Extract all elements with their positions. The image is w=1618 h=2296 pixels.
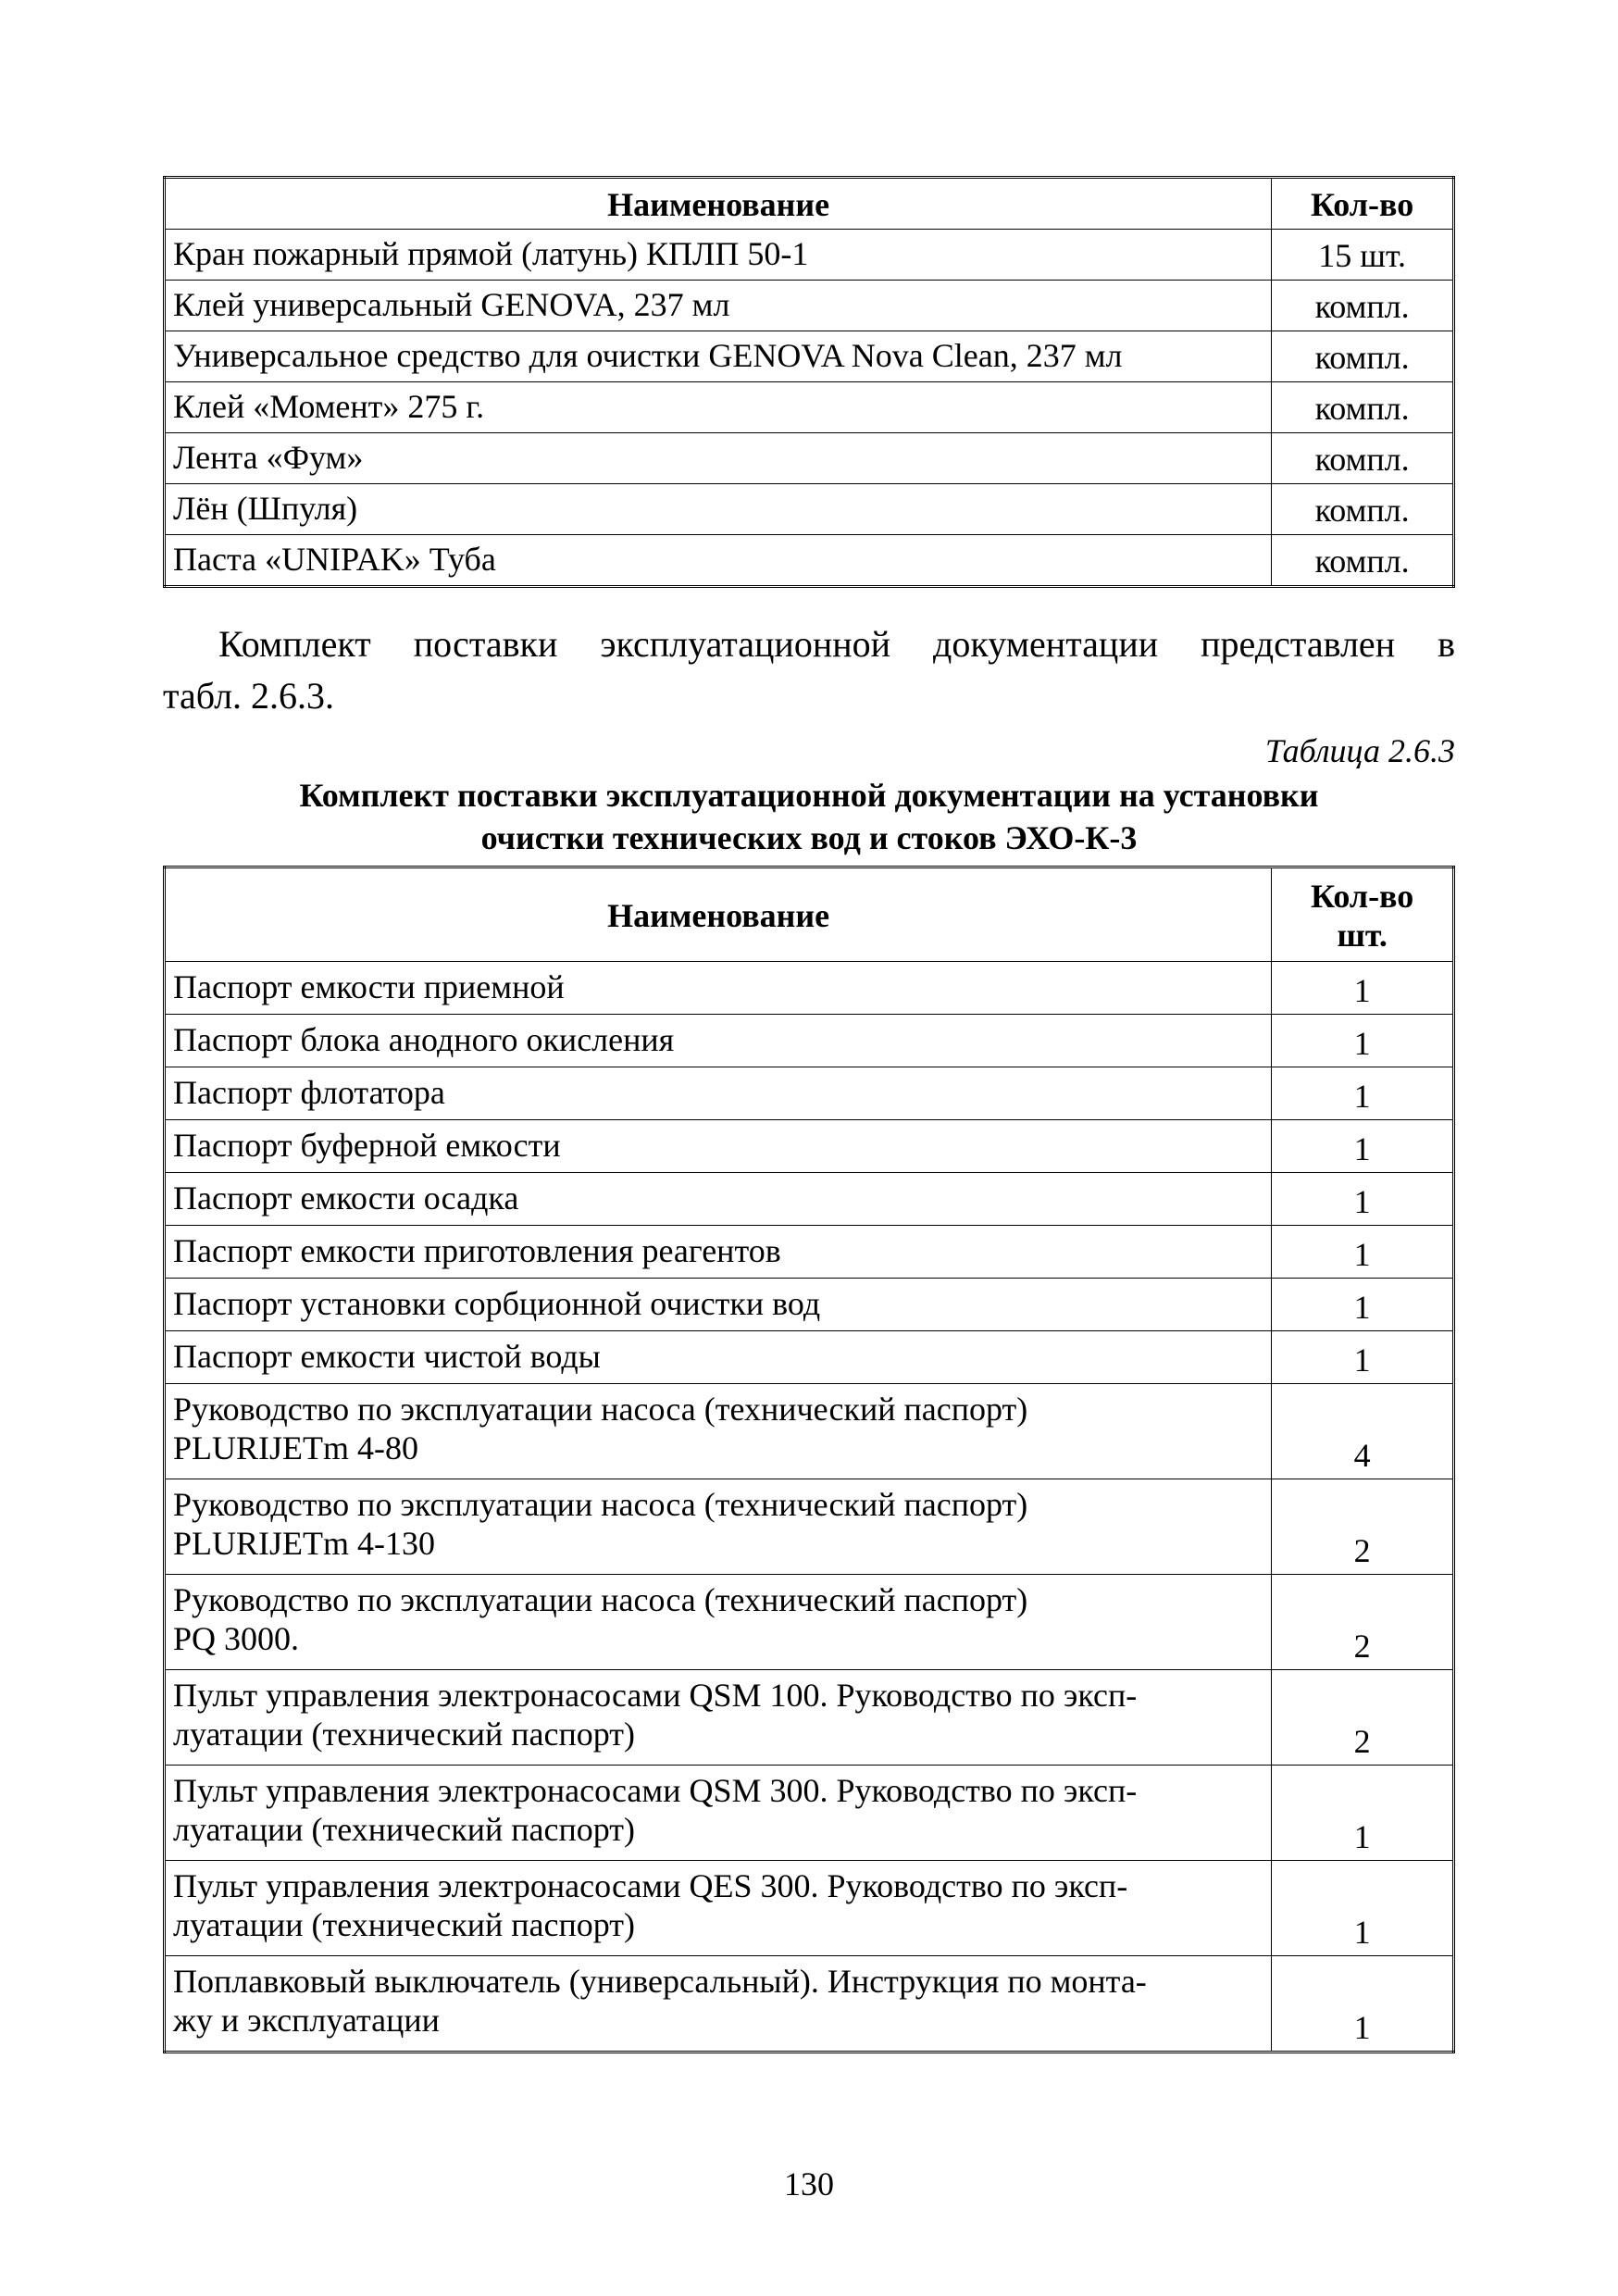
doc-name-line: Пульт управления электронасосами QSM 300. Руководство по эксп- bbox=[173, 1772, 1138, 1809]
table-row bbox=[165, 433, 1454, 484]
table-row bbox=[165, 331, 1454, 382]
doc-name bbox=[165, 1766, 1272, 1861]
column-header-qty-unit: шт. bbox=[1337, 917, 1388, 954]
table-title-line: очистки технических вод и стоков ЭХО-К-3 bbox=[480, 819, 1138, 856]
doc-name-line: Паспорт флотатора bbox=[173, 1074, 445, 1111]
item-qty: компл. bbox=[1272, 484, 1454, 535]
item-name: Клей «Момент» 275 г. bbox=[165, 382, 1272, 433]
item-name: Клей универсальный GENOVA, 237 мл bbox=[165, 281, 1272, 331]
body-paragraph bbox=[163, 618, 1455, 722]
doc-name bbox=[165, 1279, 1272, 1331]
doc-qty: 1 bbox=[1272, 1861, 1454, 1956]
doc-name bbox=[165, 1120, 1272, 1173]
table-row bbox=[165, 1479, 1454, 1575]
table-row bbox=[165, 1015, 1454, 1067]
doc-name-line: Паспорт емкости приготовления реагентов bbox=[173, 1232, 781, 1269]
doc-qty: 1 bbox=[1272, 1766, 1454, 1861]
table-title-line: Комплект поставки эксплуатационной документации на установки bbox=[299, 777, 1319, 814]
table-row bbox=[165, 1331, 1454, 1384]
doc-name bbox=[165, 1575, 1272, 1670]
item-qty: компл. bbox=[1272, 382, 1454, 433]
doc-qty: 1 bbox=[1272, 1279, 1454, 1331]
doc-name-line: Паспорт установки сорбционной очистки вод bbox=[173, 1285, 821, 1322]
doc-qty: 1 bbox=[1272, 1226, 1454, 1279]
doc-name-line: Пульт управления электронасосами QSM 100. Руководство по эксп- bbox=[173, 1677, 1138, 1714]
item-name: Универсальное средство для очистки GENOVA Nova Clean, 237 мл bbox=[165, 331, 1272, 382]
doc-qty: 2 bbox=[1272, 1670, 1454, 1766]
table-row bbox=[165, 1120, 1454, 1173]
table-row bbox=[165, 1670, 1454, 1766]
table-row bbox=[165, 1861, 1454, 1956]
doc-name-line: жу и эксплуатации bbox=[173, 2002, 440, 2039]
item-qty: 15 шт. bbox=[1272, 230, 1454, 281]
paragraph-line: Комплект поставки эксплуатационной документации представлен в bbox=[218, 623, 1455, 665]
item-qty: компл. bbox=[1272, 433, 1454, 484]
doc-name-line: PLURIJETm 4-130 bbox=[173, 1525, 435, 1562]
item-qty: компл. bbox=[1272, 281, 1454, 331]
table-row bbox=[165, 1226, 1454, 1279]
table-row bbox=[165, 230, 1454, 281]
doc-name bbox=[165, 1384, 1272, 1479]
doc-name-line: Паспорт блока анодного окисления bbox=[173, 1021, 675, 1058]
table-row bbox=[165, 1173, 1454, 1226]
components-table bbox=[163, 176, 1455, 588]
doc-qty: 1 bbox=[1272, 1015, 1454, 1067]
doc-qty: 1 bbox=[1272, 1956, 1454, 2053]
doc-qty: 1 bbox=[1272, 1173, 1454, 1226]
doc-name-line: Руководство по эксплуатации насоса (технический паспорт) bbox=[173, 1486, 1028, 1523]
doc-qty: 2 bbox=[1272, 1575, 1454, 1670]
doc-name bbox=[165, 1226, 1272, 1279]
doc-qty: 1 bbox=[1272, 1120, 1454, 1173]
table-row bbox=[165, 1067, 1454, 1120]
doc-qty: 1 bbox=[1272, 1067, 1454, 1120]
column-header-name: Наименование bbox=[165, 178, 1272, 230]
doc-name-line: Паспорт буферной емкости bbox=[173, 1127, 561, 1164]
doc-name bbox=[165, 1670, 1272, 1766]
doc-name-line: Паспорт емкости чистой воды bbox=[173, 1338, 601, 1375]
doc-name bbox=[165, 1956, 1272, 2053]
documentation-table bbox=[163, 866, 1455, 2053]
doc-name bbox=[165, 1861, 1272, 1956]
doc-name-line: PLURIJETm 4-80 bbox=[173, 1429, 418, 1466]
doc-qty: 4 bbox=[1272, 1384, 1454, 1479]
table-row bbox=[165, 1956, 1454, 2053]
table-row bbox=[165, 1575, 1454, 1670]
doc-name-line: PQ 3000. bbox=[173, 1620, 300, 1657]
paragraph-line: табл. 2.6.3. bbox=[163, 675, 335, 717]
item-qty: компл. bbox=[1272, 535, 1454, 587]
doc-name-line: Руководство по эксплуатации насоса (технический паспорт) bbox=[173, 1581, 1028, 1618]
table-row bbox=[165, 962, 1454, 1015]
doc-name-line: Пульт управления электронасосами QES 300. Руководство по эксп- bbox=[173, 1867, 1128, 1904]
table-row bbox=[165, 1279, 1454, 1331]
column-header-name: Наименование bbox=[165, 867, 1272, 962]
column-header-qty-line: Кол-во bbox=[1311, 878, 1414, 915]
doc-name bbox=[165, 962, 1272, 1015]
page-number: 130 bbox=[784, 2165, 834, 2202]
item-name: Лён (Шпуля) bbox=[165, 484, 1272, 535]
doc-name bbox=[165, 1015, 1272, 1067]
table-row bbox=[165, 1384, 1454, 1479]
doc-name-line: Поплавковый выключатель (универсальный). Инструкция по монта- bbox=[173, 1963, 1147, 2000]
doc-name bbox=[165, 1479, 1272, 1575]
doc-name bbox=[165, 1067, 1272, 1120]
column-header-qty bbox=[1272, 867, 1454, 962]
doc-name-line: луатации (технический паспорт) bbox=[173, 1906, 635, 1943]
doc-name-line: луатации (технический паспорт) bbox=[173, 1811, 635, 1848]
doc-qty: 2 bbox=[1272, 1479, 1454, 1575]
table-caption: Таблица 2.6.3 bbox=[1264, 732, 1455, 769]
table-row bbox=[165, 281, 1454, 331]
doc-name-line: луатации (технический паспорт) bbox=[173, 1716, 635, 1753]
item-qty: компл. bbox=[1272, 331, 1454, 382]
item-name: Паста «UNIPAK» Туба bbox=[165, 535, 1272, 587]
item-name: Кран пожарный прямой (латунь) КПЛП 50-1 bbox=[165, 230, 1272, 281]
table-row bbox=[165, 535, 1454, 587]
doc-name-line: Руководство по эксплуатации насоса (технический паспорт) bbox=[173, 1391, 1028, 1428]
table-row bbox=[165, 1766, 1454, 1861]
table-row bbox=[165, 484, 1454, 535]
table-row bbox=[165, 382, 1454, 433]
doc-qty: 1 bbox=[1272, 962, 1454, 1015]
doc-name bbox=[165, 1173, 1272, 1226]
doc-name-line: Паспорт емкости приемной bbox=[173, 968, 565, 1005]
column-header-qty: Кол-во bbox=[1272, 178, 1454, 230]
table-header-row bbox=[165, 867, 1454, 962]
doc-name-line: Паспорт емкости осадка bbox=[173, 1179, 519, 1217]
doc-qty: 1 bbox=[1272, 1331, 1454, 1384]
item-name: Лента «Фум» bbox=[165, 433, 1272, 484]
doc-name bbox=[165, 1331, 1272, 1384]
table-header-row bbox=[165, 178, 1454, 230]
table-title bbox=[163, 774, 1455, 859]
